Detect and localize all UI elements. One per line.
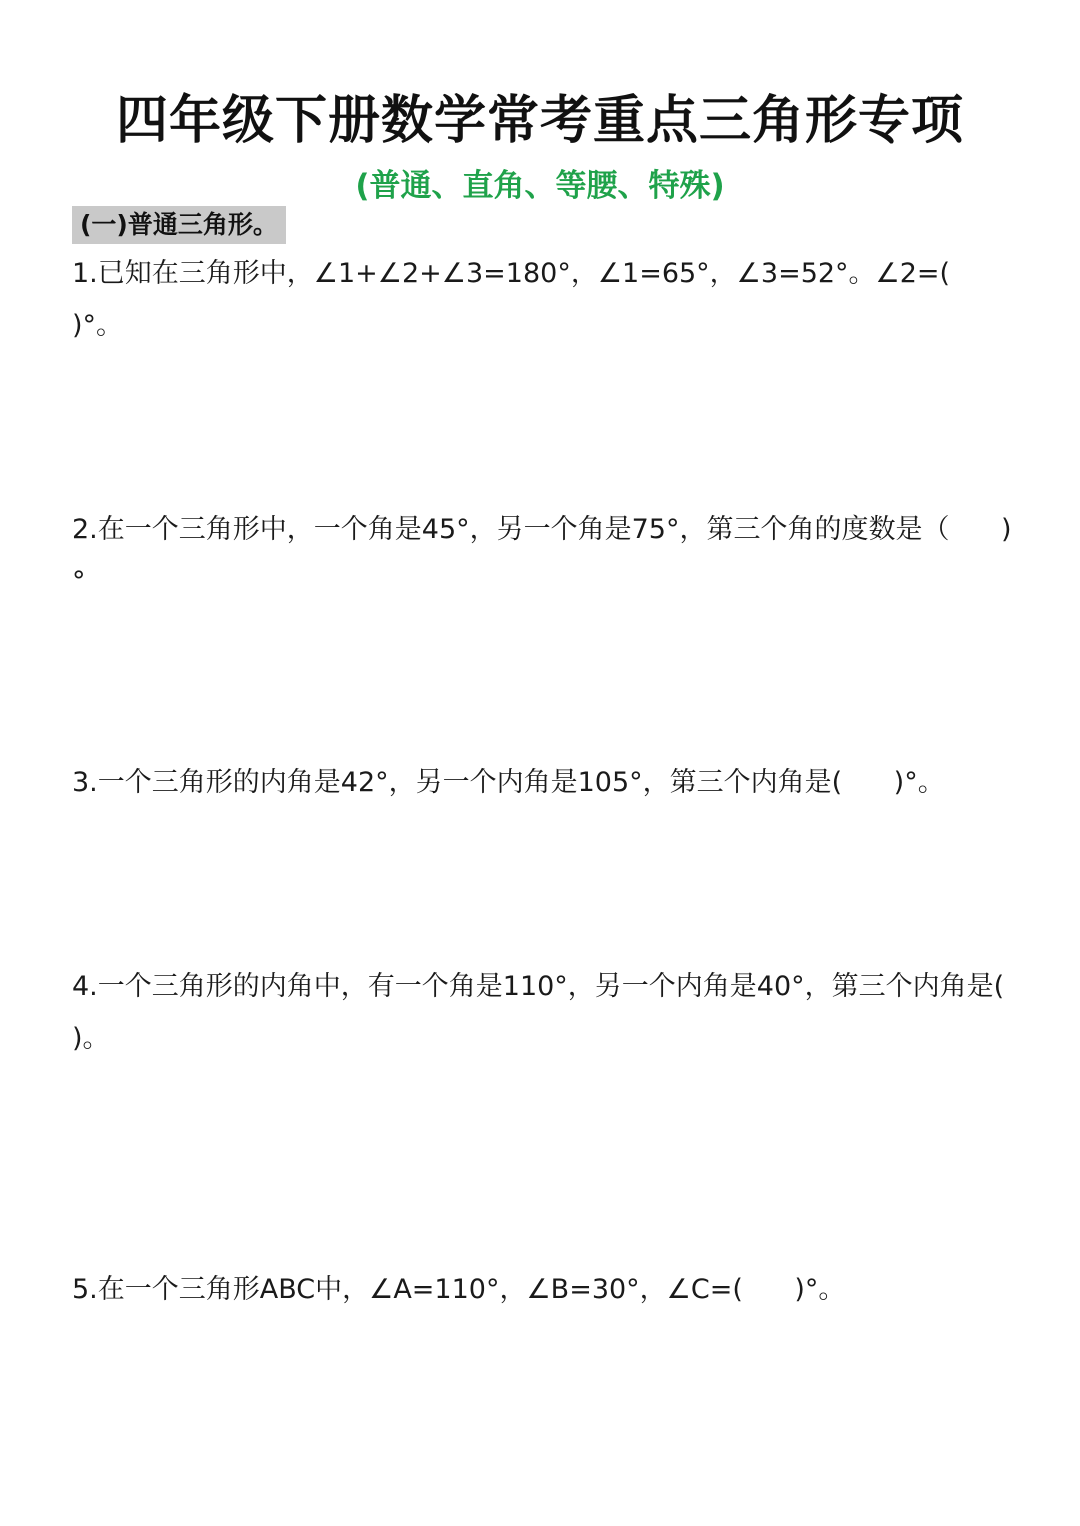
question-5 bbox=[72, 1264, 1012, 1316]
question-3 bbox=[72, 757, 1012, 809]
question-text: 在一个三角形中，一个角是45°，另一个角是75°，第三个角的度数是（ )° bbox=[72, 514, 1012, 597]
section-heading: (一)普通三角形。 bbox=[72, 206, 286, 244]
question-2 bbox=[72, 504, 1012, 608]
question-text: 已知在三角形中，∠1+∠2+∠3=180°，∠1=65°，∠3=52°。∠2=( )°。 bbox=[72, 258, 1002, 341]
page-subtitle: (普通、直角、等腰、特殊) bbox=[355, 168, 725, 204]
question-number: 5. bbox=[72, 1274, 98, 1305]
question-number: 4. bbox=[72, 971, 98, 1002]
question-1 bbox=[72, 248, 1012, 352]
question-number: 1. bbox=[72, 258, 98, 289]
question-4 bbox=[72, 961, 1056, 1065]
question-number: 3. bbox=[72, 767, 98, 798]
question-text: 在一个三角形ABC中，∠A=110°，∠B=30°，∠C=( )°。 bbox=[97, 1274, 846, 1305]
question-number: 2. bbox=[72, 514, 98, 545]
question-text: 一个三角形的内角中，有一个角是110°，另一个内角是40°，第三个内角是( )。 bbox=[72, 971, 1056, 1054]
page-title: 四年级下册数学常考重点三角形专项 bbox=[115, 91, 964, 151]
question-text: 一个三角形的内角是42°，另一个内角是105°，第三个内角是( )°。 bbox=[97, 767, 945, 798]
